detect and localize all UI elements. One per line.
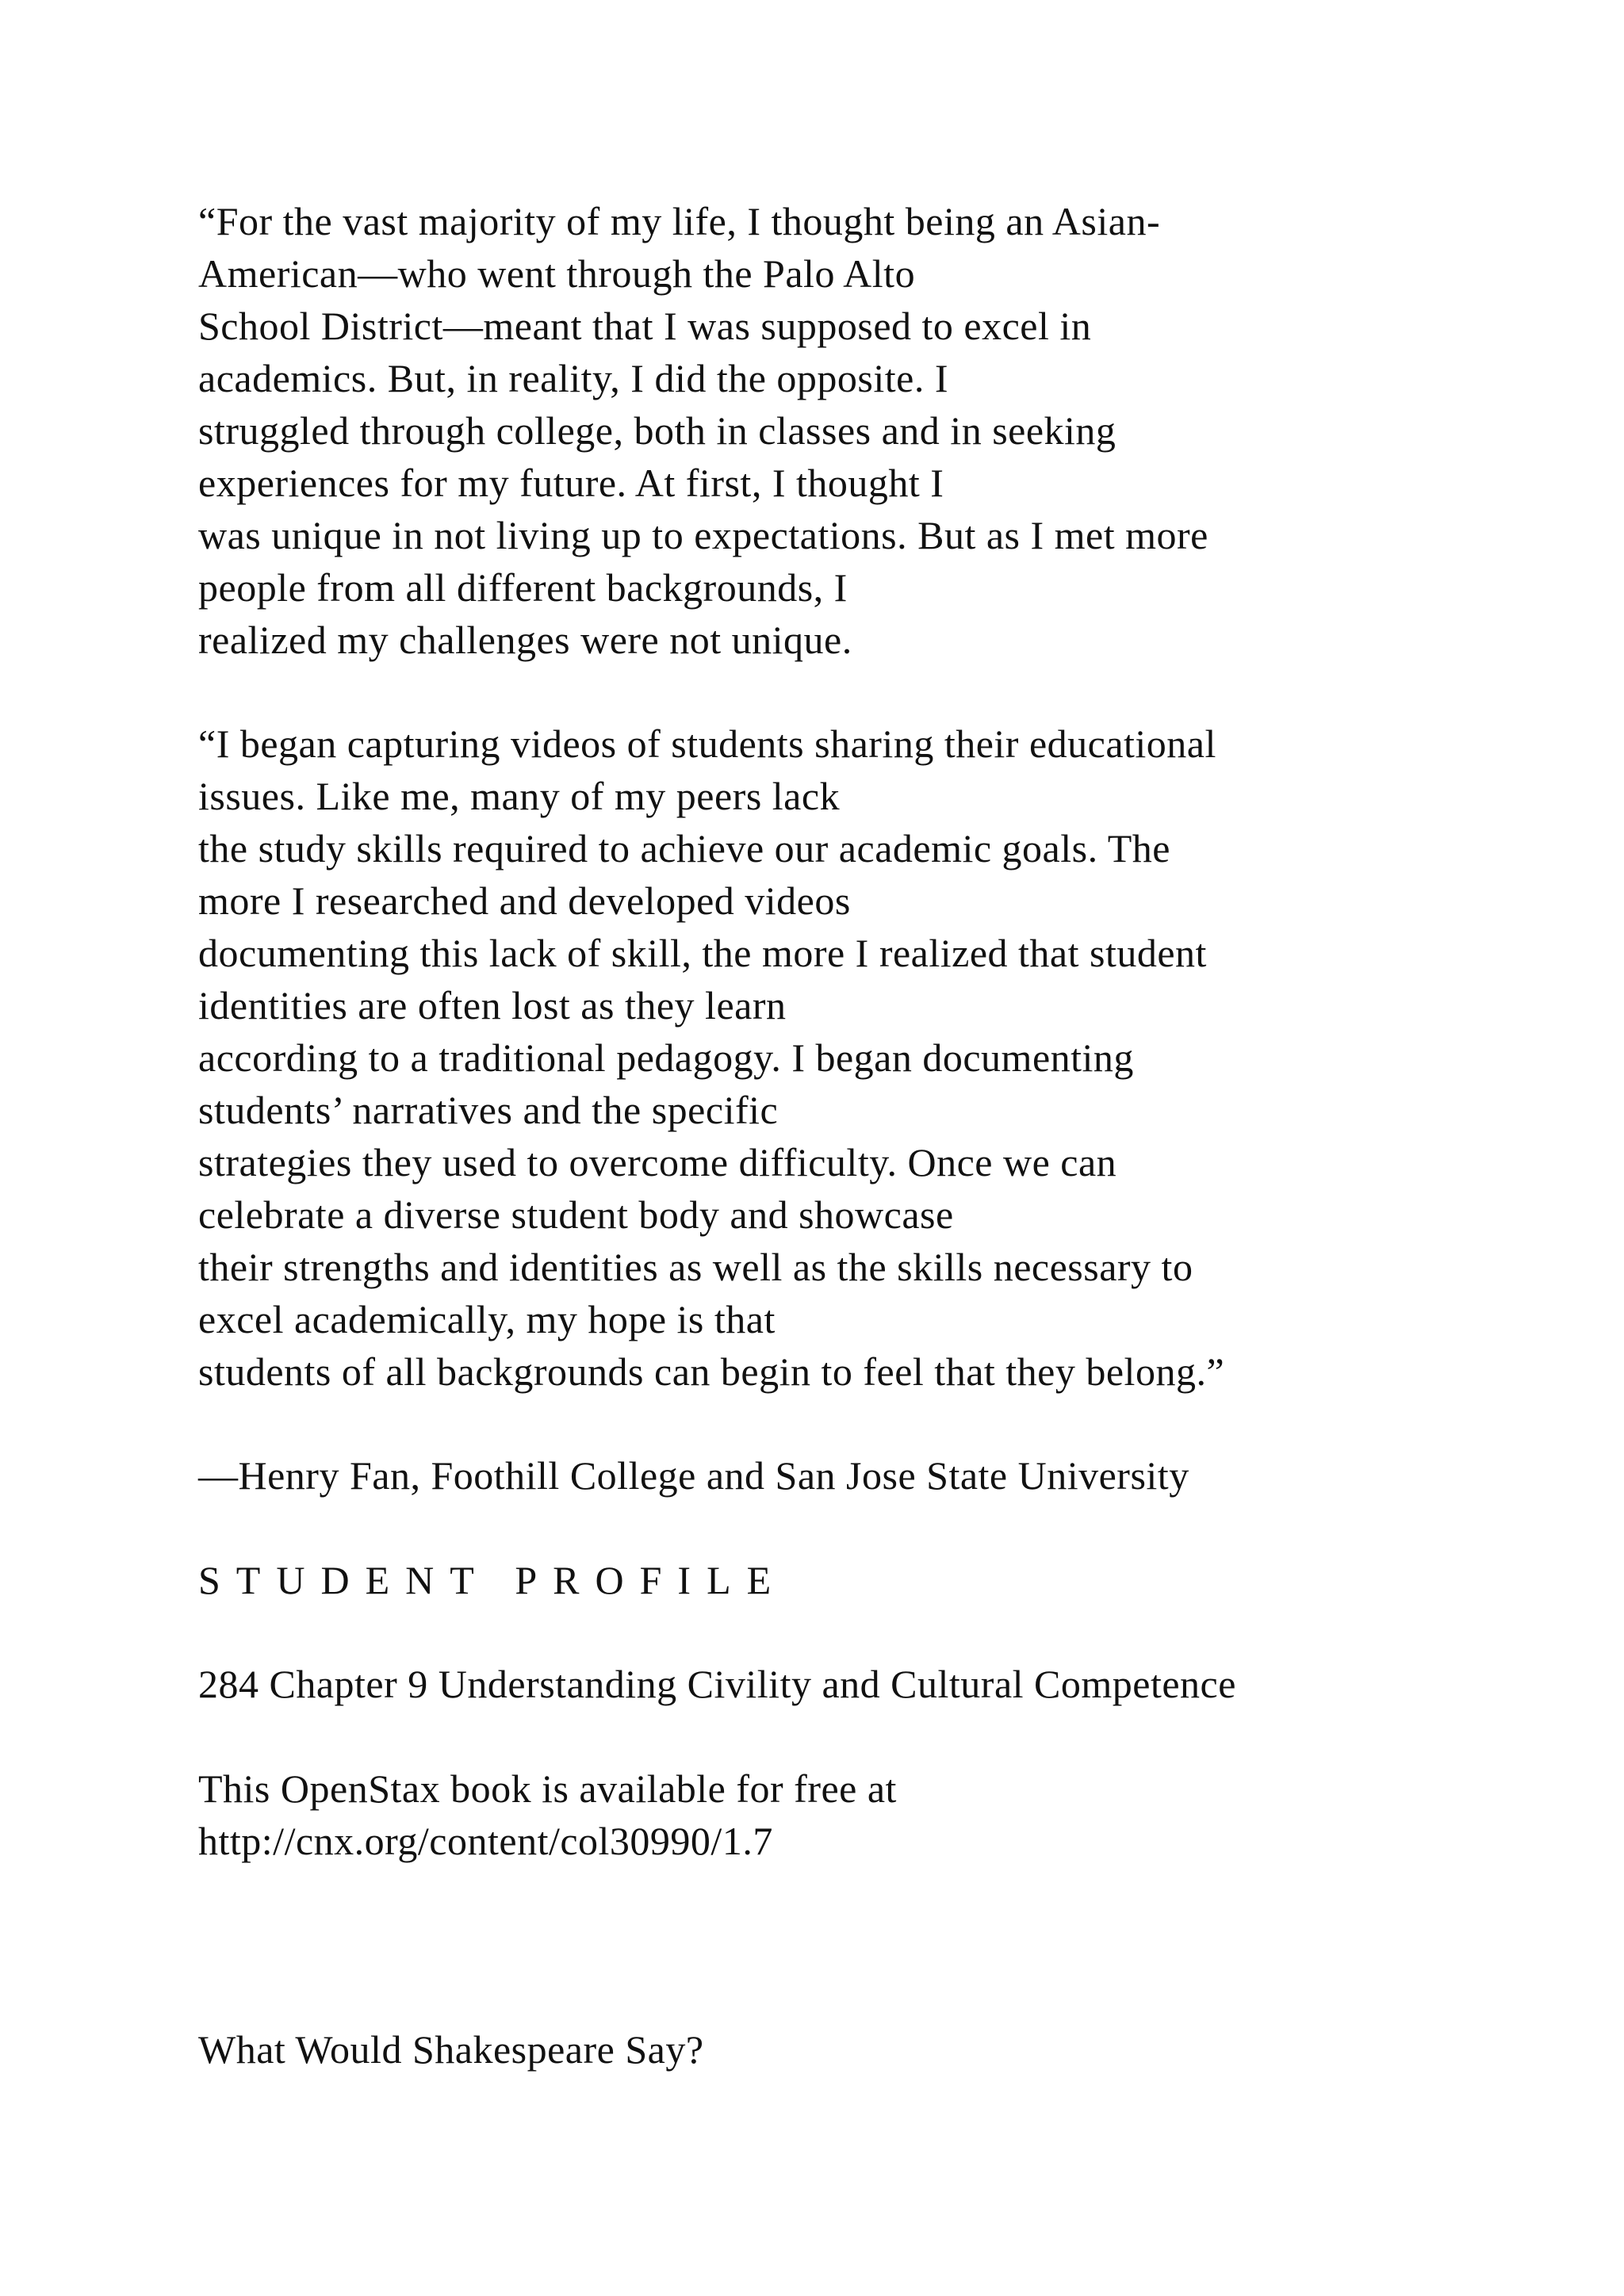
chapter-footer: 284 Chapter 9 Understanding Civility and Cultural Competence [198, 1662, 1236, 1706]
quote-attribution: —Henry Fan, Foothill College and San Jose State University [198, 1453, 1189, 1498]
quote-p1-line-1: “For the vast majority of my life, I thought being an Asian- [198, 199, 1161, 243]
quote-p2-line-12: excel academically, my hope is that [198, 1297, 776, 1341]
quote-p2-line-8: students’ narratives and the specific [198, 1088, 779, 1132]
quote-p1-line-9: realized my challenges were not unique. [198, 618, 852, 662]
quote-p2-line-9: strategies they used to overcome difficulty. Once we can [198, 1140, 1117, 1184]
availability-line-1: This OpenStax book is available for free at [198, 1766, 897, 1811]
quote-p2-line-4: more I researched and developed videos [198, 878, 851, 923]
quote-p2-line-6: identities are often lost as they learn [198, 983, 787, 1027]
quote-p2-line-1: “I began capturing videos of students sharing their educational [198, 721, 1216, 766]
quote-p2-line-7: according to a traditional pedagogy. I began documenting [198, 1035, 1134, 1080]
quote-p2-line-2: issues. Like me, many of my peers lack [198, 774, 841, 818]
quote-p2-line-10: celebrate a diverse student body and showcase [198, 1192, 954, 1237]
section-label: STUDENT PROFILE [198, 1558, 787, 1602]
quote-p1-line-6: experiences for my future. At first, I thought I [198, 461, 944, 505]
quote-p1-line-3: School District—meant that I was supposed to excel in [198, 304, 1092, 348]
quote-p2-line-13: students of all backgrounds can begin to feel that they belong.” [198, 1349, 1225, 1394]
quote-p1-line-5: struggled through college, both in classes and in seeking [198, 408, 1116, 453]
quote-p1-line-2: American—who went through the Palo Alto [198, 251, 916, 296]
quote-p2-line-11: their strengths and identities as well as the skills necessary to [198, 1245, 1193, 1289]
quote-p2-line-5: documenting this lack of skill, the more I realized that student [198, 931, 1207, 975]
quote-p2-line-3: the study skills required to achieve our academic goals. The [198, 826, 1170, 871]
availability-url: http://cnx.org/content/col30990/1.7 [198, 1819, 773, 1863]
quote-p1-line-4: academics. But, in reality, I did the opposite. I [198, 356, 949, 400]
next-section-heading: What Would Shakespeare Say? [198, 2027, 704, 2072]
quote-p1-line-8: people from all different backgrounds, I [198, 565, 848, 610]
quote-p1-line-7: was unique in not living up to expectations. But as I met more [198, 513, 1208, 557]
